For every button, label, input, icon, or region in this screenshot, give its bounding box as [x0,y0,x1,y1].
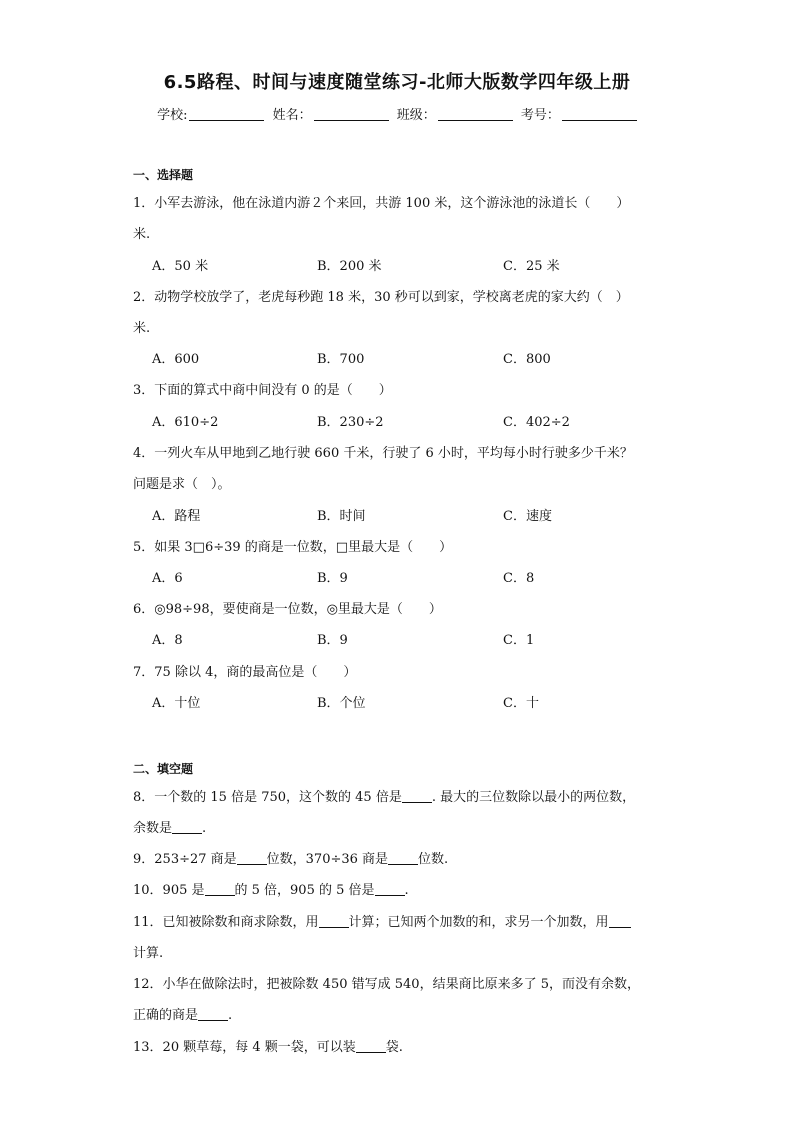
q6-option-c[interactable]: C．1 [503,633,535,648]
q10-blank-2[interactable] [375,882,405,896]
exam-no-label: 考号： [520,108,560,123]
q12-text-part3: . [228,1008,233,1023]
q13-text-part1: 13．20 颗草莓，每 4 颗一袋，可以装 [133,1040,356,1055]
q12-blank[interactable] [198,1007,228,1021]
name-label: 姓名： [272,108,312,123]
q2-option-a[interactable]: A．600 [152,352,200,367]
q1-option-c[interactable]: C．25 米 [503,259,560,274]
school-field [157,104,264,123]
school-label: 学校: [157,108,188,123]
question-8-text [133,786,635,805]
q10-text-part3: . [404,883,409,898]
q8-blank-1[interactable] [402,789,432,803]
q13-blank[interactable] [356,1039,386,1053]
q1-option-a[interactable]: A．50 米 [152,259,209,274]
q9-text-part2: 位数，370÷36 商是 [266,852,389,867]
class-field [397,104,513,123]
question-10-text [133,879,409,898]
question-3-text: 3．下面的算式中商中间没有 0 的是（ ） [133,383,392,398]
question-1-text-cont: 米. [133,227,151,242]
question-7-text: 7．75 除以 4，商的最高位是（ ） [133,665,357,680]
page-title: 6.5路程、时间与速度随堂练习-北师大版数学四年级上册 [163,72,631,93]
q8-text-part3: 余数是 [133,821,173,836]
q10-blank-1[interactable] [205,882,235,896]
q10-text-part2: 的 5 倍，905 的 5 倍是 [234,883,375,898]
student-info-row [0,104,794,123]
question-5-text: 5．如果 3□6÷39 的商是一位数，□里最大是（ ） [133,540,453,555]
q9-blank-2[interactable] [388,851,418,865]
exam-no-field [521,104,637,123]
exam-no-blank[interactable] [562,108,637,121]
school-blank[interactable] [189,108,264,121]
q8-blank-2[interactable] [172,820,202,834]
q4-option-c[interactable]: C．速度 [503,509,552,524]
q13-text-part2: 袋. [385,1040,403,1055]
q3-option-a[interactable]: A．610÷2 [152,415,219,430]
q3-option-c[interactable]: C．402÷2 [503,415,570,430]
q8-text-part1: 8．一个数的 15 倍是 750，这个数的 45 倍是 [133,790,402,805]
q11-blank-1[interactable] [319,914,349,928]
question-12-text: 12．小华在做除法时，把被除数 450 错写成 540，结果商比原来多了 5，而没有余数， [133,977,640,992]
q4-option-b[interactable]: B．时间 [317,509,366,524]
question-11-text [133,911,631,930]
q8-text-part4: . [202,821,207,836]
q12-text-part2: 正确的商是 [133,1008,199,1023]
section-fill-heading: 二、填空题 [133,762,194,776]
question-4-text-cont: 问题是求（ ）。 [133,477,231,492]
q6-option-b[interactable]: B．9 [317,633,348,648]
q2-option-b[interactable]: B．700 [317,352,365,367]
q7-option-a[interactable]: A．十位 [152,696,201,711]
q7-option-b[interactable]: B．个位 [317,696,366,711]
name-field [273,104,389,123]
question-4-text: 4．一列火车从甲地到乙地行驶 660 千米，行驶了 6 小时，平均每小时行驶多少千米？ [133,446,633,461]
q11-text-part2: 计算；已知两个加数的和，求另一个加数，用 [348,915,609,930]
question-12-text-cont [133,1004,232,1023]
q9-blank-1[interactable] [237,851,267,865]
q10-text-part1: 10．905 是 [133,883,205,898]
question-9-text [133,848,448,867]
q4-option-a[interactable]: A．路程 [152,509,201,524]
question-13-text [133,1036,403,1055]
q9-text-part1: 9．253÷27 商是 [133,852,237,867]
question-8-text-cont [133,817,206,836]
q11-text-part1: 11．已知被除数和商求除数，用 [133,915,319,930]
q3-option-b[interactable]: B．230÷2 [317,415,384,430]
class-label: 班级： [396,108,436,123]
question-2-text-cont: 米. [133,321,151,336]
q7-option-c[interactable]: C．十 [503,696,539,711]
question-2-text: 2．动物学校放学了，老虎每秒跑 18 米，30 秒可以到家，学校离老虎的家大约（ ） [133,290,629,305]
question-6-text: 6．◎98÷98，要使商是一位数，◎里最大是（ ） [133,602,442,617]
q1-option-b[interactable]: B．200 米 [317,259,382,274]
q8-text-part2: . 最大的三位数除以最小的两位数， [431,790,636,805]
q11-blank-2[interactable] [609,914,631,928]
name-blank[interactable] [314,108,389,121]
section-choice-heading: 一、选择题 [133,168,194,182]
q9-text-part3: 位数. [418,852,449,867]
question-11-text-cont: 计算. [133,946,164,961]
q2-option-c[interactable]: C．800 [503,352,551,367]
class-blank[interactable] [438,108,513,121]
question-1-text: 1．小军去游泳，他在泳道内游２个来回，共游 100 米，这个游泳池的泳道长（ ） [133,196,630,211]
q6-option-a[interactable]: A．8 [152,633,183,648]
q5-option-c[interactable]: C．8 [503,571,535,586]
q5-option-a[interactable]: A．6 [152,571,183,586]
q5-option-b[interactable]: B．9 [317,571,348,586]
